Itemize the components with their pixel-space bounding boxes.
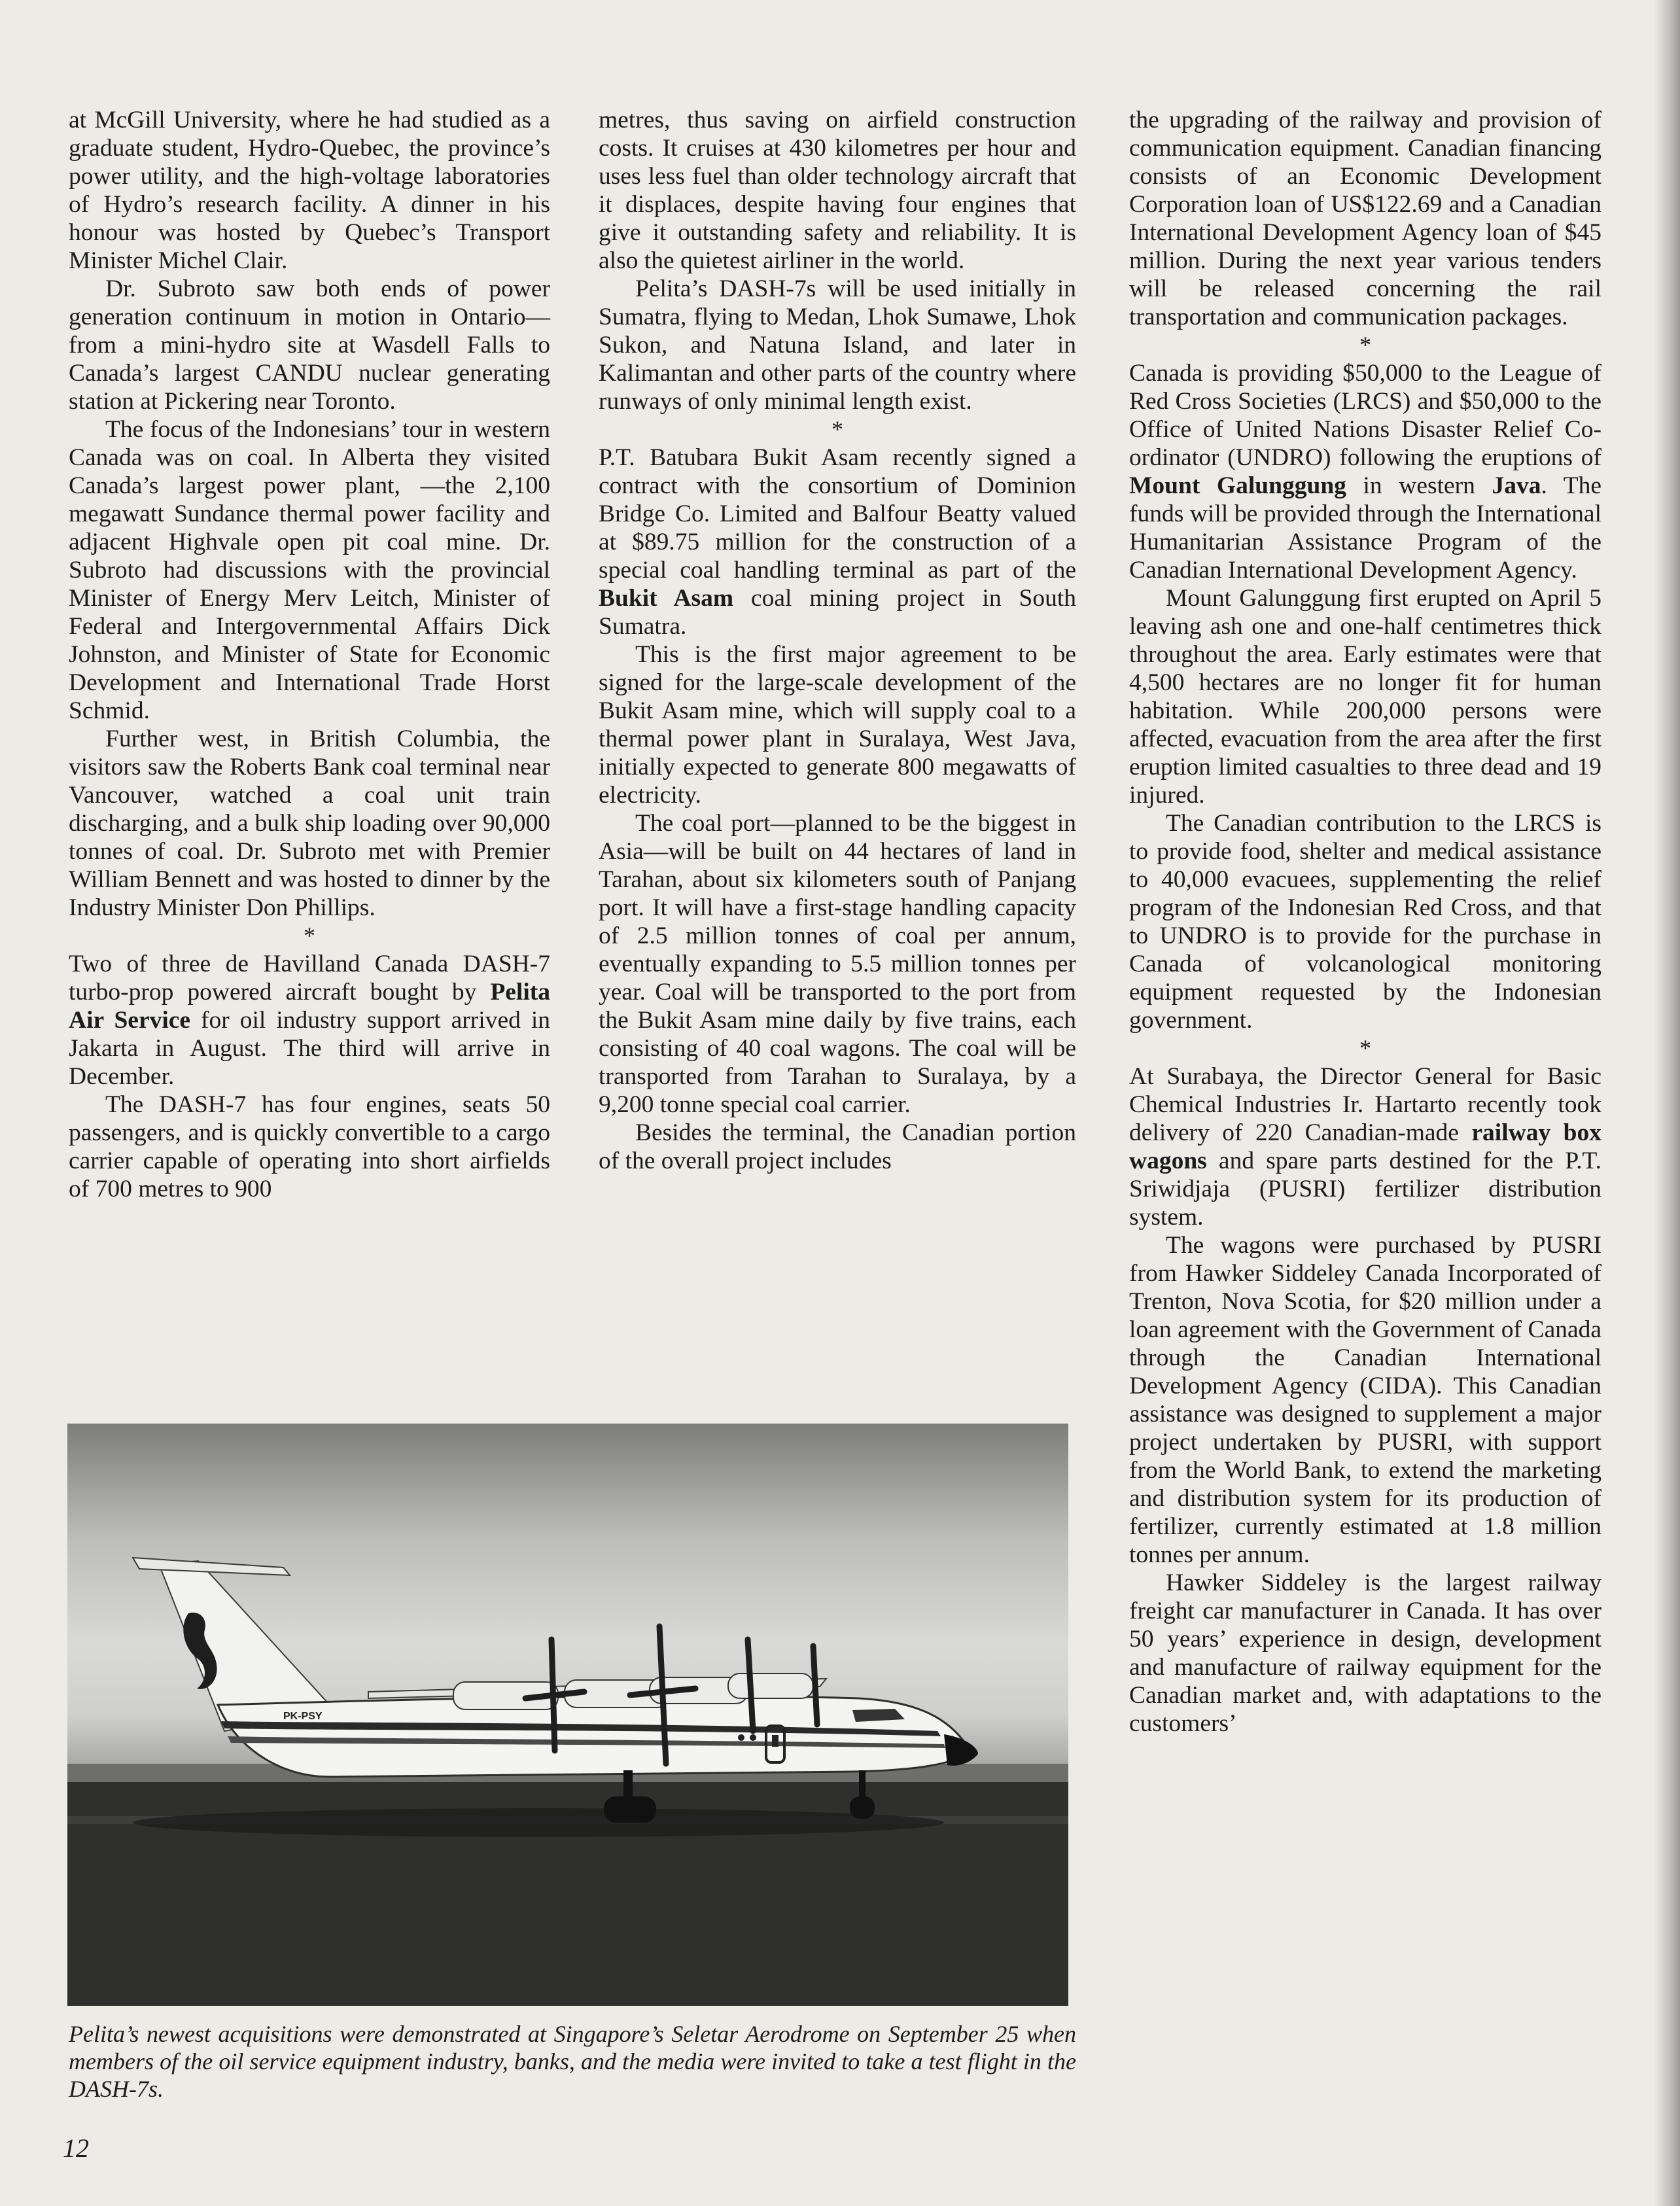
text-run: Canada is providing $50,000 to the League of Red Cross Societies (LRCS) and $50,000 to the Office of United Nations Disaster Relief Co-ordinator (UNDRO) following the eruptions of [1129, 360, 1601, 471]
column-left [69, 106, 550, 1203]
fuselage [218, 1696, 970, 1777]
section-separator: * [1359, 1035, 1371, 1061]
section-separator: * [831, 416, 843, 442]
paragraph: the upgrading of the railway and provision of communication equipment. Canadian financing consists of an Economic Development Corporation loan of US$122.69 and a Canadian International Development Agency loan of $45 million. During the next year various tenders will be released concerning the rail transportation and communication packages. [1129, 107, 1601, 330]
text-run: . The funds will be provided through the International Humanitarian Assistance Program of the Canadian International Development Agency. [1129, 472, 1602, 584]
column-middle [599, 106, 1076, 1175]
paragraph [69, 950, 550, 1091]
paragraph: Mount Galunggung first erupted on April 5 leaving ash one and one-half centimetres thick throughout the area. Early estimates were that 4,500 hectares are no longer fit for human habitation. While 200,000 persons were affected, evacuation from the area after the first eruption limited casualties to three dead and 19 injured. [1129, 585, 1601, 809]
text-run: for oil industry support arrived in Jakarta in August. The third will arrive in December. [69, 1007, 550, 1090]
text-run: in western [1346, 472, 1492, 499]
text-run: At Surabaya, the Director General for Basic Chemical Industries Ir. Hartarto recently took delivery of 220 Canadian-made [1129, 1063, 1601, 1146]
paragraph [599, 444, 1076, 640]
paragraph: Dr. Subroto saw both ends of power generation continuum in motion in Ontario—from a mini-hydro site at Wasdell Falls to Canada’s largest CANDU nuclear generating station at Pickering near Toronto. [69, 275, 550, 415]
bold-term: railway box wagons [1129, 1119, 1601, 1174]
column-right [1129, 106, 1601, 1738]
page-number: 12 [63, 2133, 89, 2163]
aircraft-photo [67, 1424, 1068, 2006]
paragraph: The coal port—planned to be the biggest in Asia—will be built on 44 hectares of land in Tarahan, about six kilometers south of Panjang port. It will have a first-stage handling capacity of 2.5 million tonnes of coal per annum, eventually expanding to 5.5 million tonnes per year. Coal will be transported to the port from the Bukit Asam mine daily by five trains, each consisting of 40 coal wagons. The coal will be transported from Tarahan to Suralaya, by a 9,200 tonne special coal carrier. [599, 810, 1076, 1118]
paragraph: at McGill University, where he had studied as a graduate student, Hydro-Quebec, the province’s power utility, and the high-voltage laboratories of Hydro’s research facility. A dinner in his honour was hosted by Quebec’s Transport Minister Michel Clair. [69, 107, 550, 274]
page-edge-shadow [1654, 0, 1680, 2206]
bold-term: Java [1492, 472, 1541, 499]
text-run: coal mining project in South Sumatra. [599, 585, 1076, 640]
bold-term: Mount Galunggung [1129, 472, 1346, 499]
text-run: and spare parts destined for the P.T. Sriwidjaja (PUSRI) fertilizer distribution system. [1129, 1147, 1601, 1231]
registration-mark: PK-PSY [283, 1711, 323, 1722]
paragraph [1129, 359, 1601, 584]
section-separator: * [1359, 332, 1371, 358]
paragraph: Hawker Siddeley is the largest railway freight car manufacturer in Canada. It has over 50 years’ experience in design, development and manufacture of railway equipment for the Canadian market and, with adaptations to the customers’ [1129, 1569, 1601, 1737]
paragraph: This is the first major agreement to be signed for the large-scale development of the Bukit Asam mine, which will supply coal to a thermal power plant in Suralaya, West Java, initially expected to generate 800 megawatts of electricity. [599, 641, 1076, 809]
paragraph: The wagons were purchased by PUSRI from Hawker Siddeley Canada Incorporated of Trenton, Nova Scotia, for $20 million under a loan agreement with the Government of Canada through the Canadian International Development Agency (CIDA). This Canadian assistance was designed to supplement a major project undertaken by PUSRI, with support from the World Bank, to extend the marketing and distribution system for its production of fertilizer, currently estimated at 1.8 million tonnes per annum. [1129, 1232, 1601, 1568]
paragraph: Pelita’s DASH-7s will be used initially in Sumatra, flying to Medan, Lhok Sumawe, Lhok Sukon, and Natuna Island, and later in Kalimantan and other parts of the country where runways of only minimal length exist. [599, 275, 1076, 415]
paragraph: The focus of the Indonesians’ tour in western Canada was on coal. In Alberta they visited Canada’s largest power plant, —the 2,100 megawatt Sundance thermal power facility and adjacent Highvale open pit coal mine. Dr. Subroto had discussions with the provincial Minister of Energy Merv Leitch, Minister of Federal and Intergovernmental Affairs Dick Johnston, and Minister of State for Economic Development and International Trade Horst Schmid. [69, 416, 550, 724]
paragraph [1129, 1062, 1601, 1231]
text-run: P.T. Batubara Bukit Asam recently signed a contract with the consortium of Dominion Bridge Co. Limited and Balfour Beatty valued at $89.75 million for the construction of a special coal handling terminal as part of the [599, 444, 1076, 584]
section-separator: * [304, 922, 315, 949]
photo-caption: Pelita’s newest acquisitions were demonstrated at Singapore’s Seletar Aerodrome on September 25 when members of the oil service equipment industry, banks, and the media were invited to take a test flight in the DASH-7s. [69, 2021, 1076, 2102]
paragraph: The Canadian contribution to the LRCS is to provide food, shelter and medical assistance to 40,000 evacuees, supplementing the relief program of the Indonesian Red Cross, and that to UNDRO is to provide for the purchase in Canada of volcanological monitoring equipment requested by the Indonesian government. [1129, 810, 1601, 1034]
paragraph: Besides the terminal, the Canadian portion of the overall project includes [599, 1119, 1076, 1174]
paragraph: Further west, in British Columbia, the visitors saw the Roberts Bank coal terminal near Vancouver, watched a coal unit train discharging, and a bulk ship loading over 90,000 tonnes of coal. Dr. Subroto met with Premier William Bennett and was hosted to dinner by the Industry Minister Don Phillips. [69, 726, 550, 921]
paragraph: The DASH-7 has four engines, seats 50 passengers, and is quickly convertible to a cargo carrier capable of operating into short airfields of 700 metres to 900 [69, 1091, 550, 1202]
bold-term: Pelita Air Service [69, 979, 550, 1034]
text-run: Two of three de Havilland Canada DASH-7 turbo-prop powered aircraft bought by [69, 951, 550, 1006]
paragraph: metres, thus saving on airfield construction costs. It cruises at 430 kilometres per hour and uses less fuel than older technology aircraft that it displaces, despite having four engines that give it outstanding safety and reliability. It is also the quietest airliner in the world. [599, 107, 1076, 274]
bold-term: Bukit Asam [599, 585, 734, 612]
aircraft-illustration [67, 1424, 1068, 2006]
